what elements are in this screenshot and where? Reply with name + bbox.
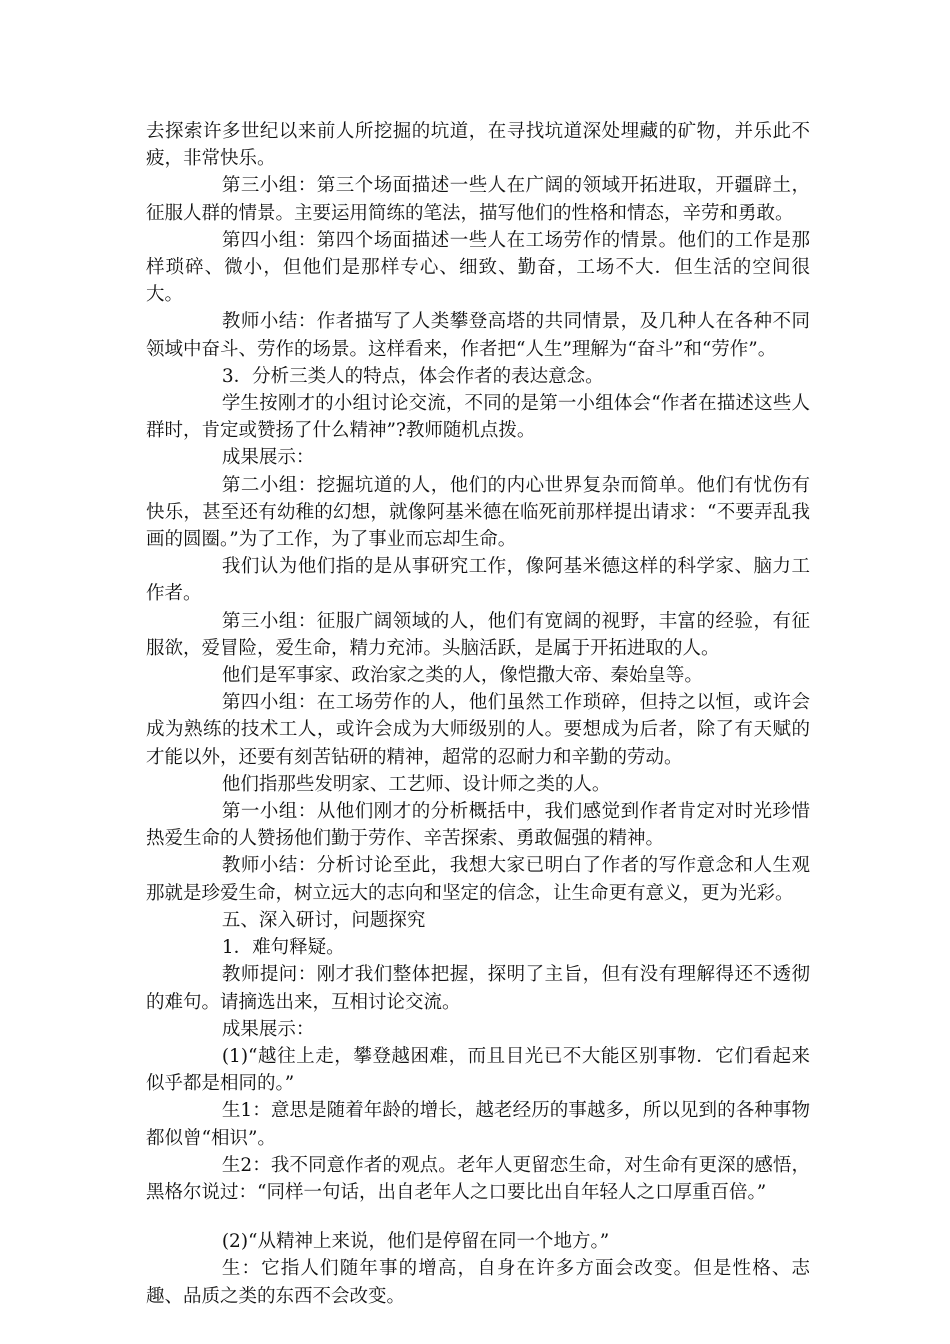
paragraph-7: 成果展示：	[221, 447, 315, 469]
section-heading: 五、深入研讨，问题探究	[221, 909, 426, 931]
paragraph-10: 第三小组：征服广阔领域的人，他们有宽阔的视野，丰富的经验，有征服欲，爱冒险，爱生命，精力充沛。头脑活跃，是属于开拓进取的人。	[146, 610, 810, 659]
paragraph-8: 第二小组：挖掘坑道的人，他们的内心世界复杂而简单。他们有忧伤有快乐，甚至还有幼稚的幻想，就像阿基米德在临死前那样提出请求：“不要弄乱我画的圆圈。”为了工作，为了事业而忘却生命。	[146, 474, 810, 551]
paragraph-6: 学生按刚才的小组讨论交流，不同的是第一小组体会“作者在描述这些人群时，肯定或赞扬了什么精神”?教师随机点拨。	[146, 393, 810, 442]
paragraph-spacer	[146, 1206, 810, 1228]
paragraph-22: 生2：我不同意作者的观点。老年人更留恋生命，对生命有更深的感悟，黑格尔说过：“同样一句话，出自老年人之口要比出自年轻人之口厚重百倍。”	[146, 1154, 810, 1203]
paragraph-19: 成果展示：	[221, 1018, 315, 1040]
paragraph-21: 生1：意思是随着年龄的增长，越老经历的事越多，所以见到的各种事物都似曾“相识”。	[146, 1100, 810, 1149]
document-body	[146, 118, 810, 1310]
paragraph-14: 第一小组：从他们刚才的分析概括中，我们感觉到作者肯定对时光珍惜热爱生命的人赞扬他们勤于劳作、辛苦探索、勇敢倔强的精神。	[146, 801, 810, 850]
paragraph-4: 教师小结：作者描写了人类攀登高塔的共同情景，及几种人在各种不同领域中奋斗、劳作的场景。这样看来，作者把“人生”理解为“奋斗”和“劳作”。	[146, 311, 810, 360]
paragraph-20: (1)“越往上走，攀登越困难，而且目光已不大能区别事物．它们看起来似乎都是相同的。”	[146, 1045, 810, 1095]
paragraph-2: 第三小组：第三个场面描述一些人在广阔的领域开拓进取，开疆辟土，征服人群的情景。主要运用简练的笔法，描写他们的性格和情态，辛劳和勇敢。	[146, 175, 810, 224]
paragraph-1: 去探索许多世纪以来前人所挖掘的坑道，在寻找坑道深处埋藏的矿物，并乐此不疲，非常快乐。	[146, 121, 810, 170]
paragraph-12: 第四小组：在工场劳作的人，他们虽然工作琐碎，但持之以恒，或许会成为熟练的技术工人，或许会成为大师级别的人。要想成为后者，除了有天赋的才能以外，还要有刻苦钻研的精神，超常的忍耐力和辛勤的劳动。	[146, 692, 810, 768]
paragraph-9: 我们认为他们指的是从事研究工作，像阿基米德这样的科学家、脑力工作者。	[146, 556, 810, 605]
paragraph-3: 第四小组：第四个场面描述一些人在工场劳作的情景。他们的工作是那样琐碎、微小，但他们是那样专心、细致、勤奋，工场不大．但生活的空间很大。	[146, 229, 810, 306]
paragraph-24: 生：它指人们随年事的增高，自身在许多方面会改变。但是性格、志趣、品质之类的东西不会改变。	[146, 1258, 810, 1307]
paragraph-13: 他们指那些发明家、工艺师、设计师之类的人。	[221, 773, 611, 795]
paragraph-11: 他们是军事家、政治家之类的人，像恺撒大帝、秦始皇等。	[221, 665, 703, 687]
paragraph-18: 教师提问：刚才我们整体把握，探明了主旨，但有没有理解得还不透彻的难句。请摘选出来，互相讨论交流。	[146, 964, 810, 1013]
paragraph-5: 3．分析三类人的特点，体会作者的表达意念。	[221, 365, 604, 387]
paragraph-15: 教师小结：分析讨论至此，我想大家已明白了作者的写作意念和人生观那就是珍爱生命，树立远大的志向和坚定的信念，让生命更有意义，更为光彩。	[146, 855, 810, 904]
paragraph-23: (2)“从精神上来说，他们是停留在同一个地方。”	[221, 1231, 610, 1253]
subsection-heading: 1．难句释疑。	[221, 937, 345, 959]
